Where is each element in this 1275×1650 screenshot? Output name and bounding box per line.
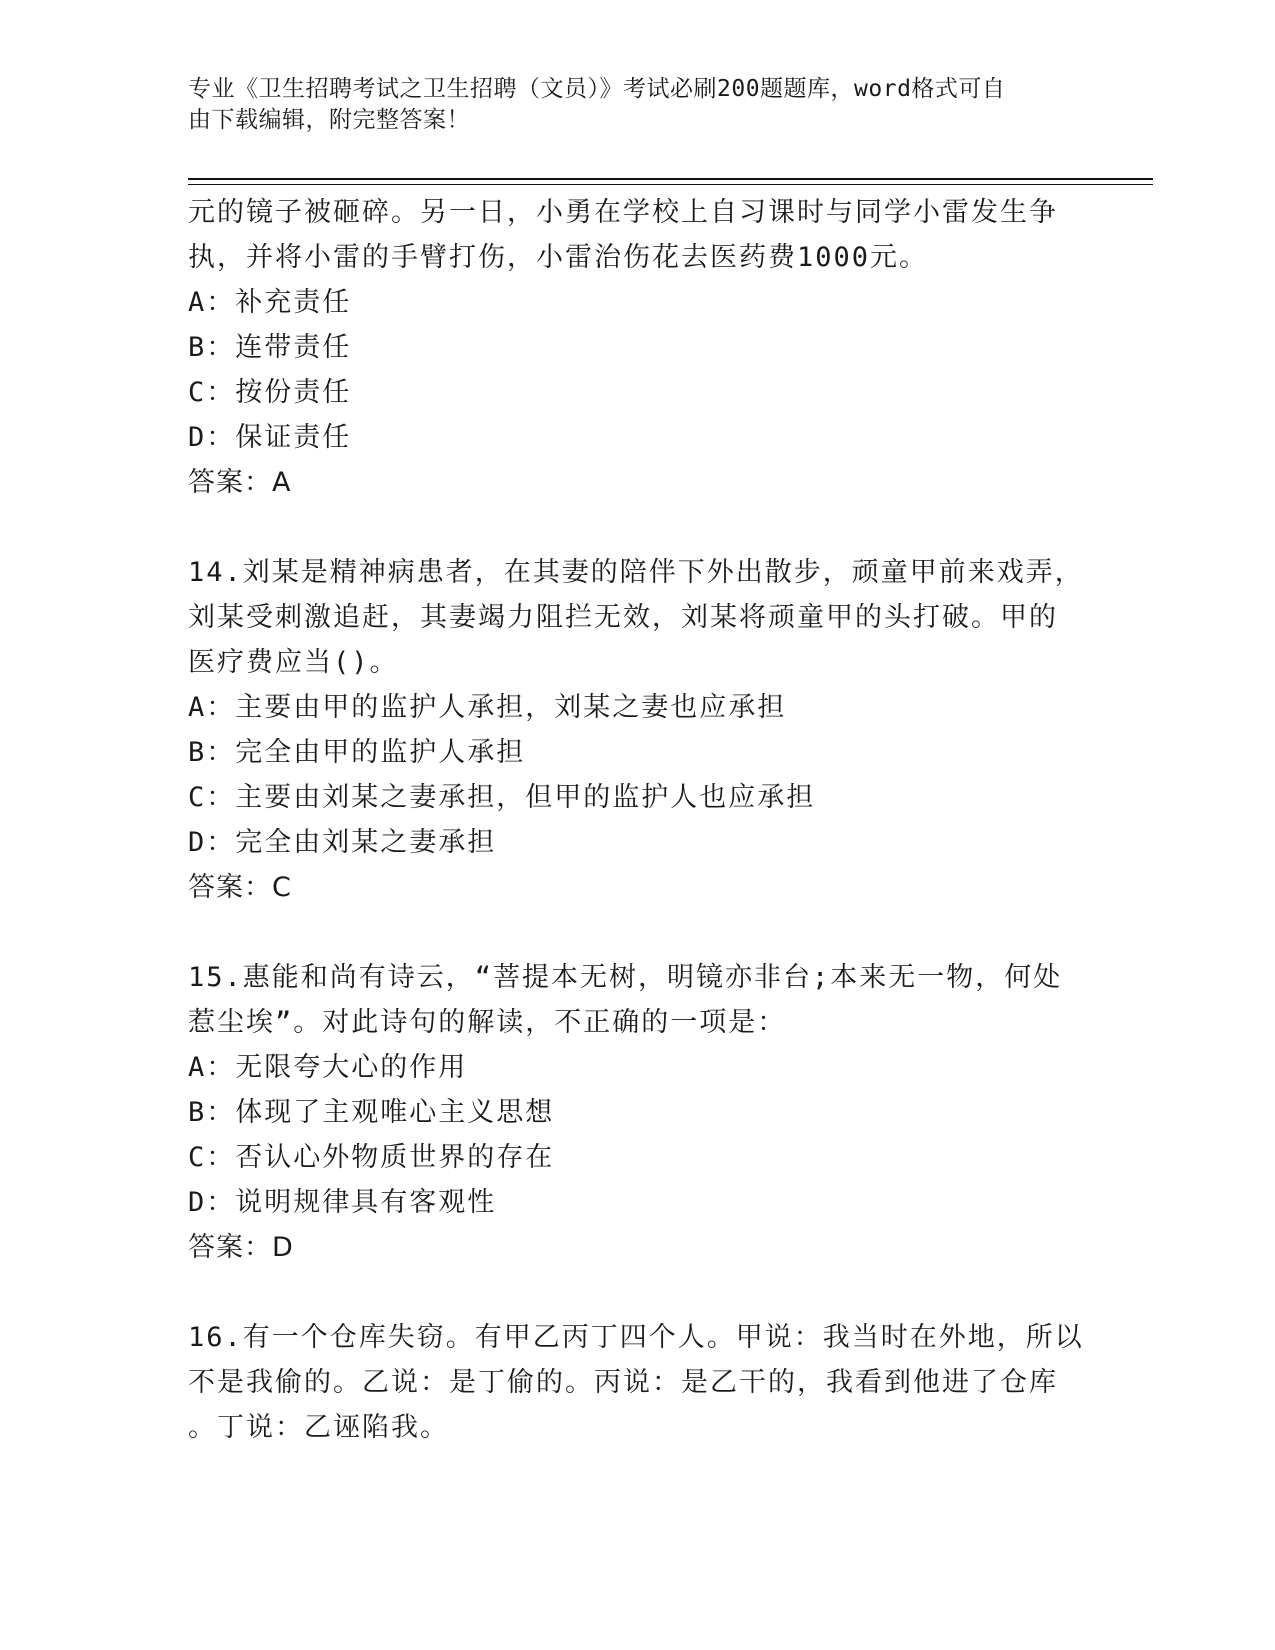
question-15 [188, 955, 1068, 1270]
spacer [188, 1270, 1068, 1315]
answer-label: 答案：C [188, 872, 292, 903]
question-stem-line: 医疗费应当()。 [188, 647, 399, 678]
question-stem-line: 执，并将小雷的手臂打伤，小雷治伤花去医药费1000元。 [188, 242, 929, 273]
question-stem-line: 刘某受刺激追赶，其妻竭力阻拦无效，刘某将顽童甲的头打破。甲的 [188, 602, 1058, 633]
header-line-2: 由下载编辑，附完整答案！ [188, 107, 470, 133]
spacer [188, 505, 1068, 550]
question-16 [188, 1315, 1084, 1450]
question-stem-line: 16.有一个仓库失窃。有甲乙丙丁四个人。甲说：我当时在外地，所以 [188, 1322, 1084, 1353]
option-c: C：主要由刘某之妻承担，但甲的监护人也应承担 [188, 782, 816, 813]
question-stem-line: 14.刘某是精神病患者，在其妻的陪伴下外出散步，顽童甲前来戏弄， [188, 557, 1084, 588]
document-header [188, 74, 1068, 136]
option-b: B：完全由甲的监护人承担 [188, 737, 526, 768]
header-rule-thick [188, 178, 1153, 180]
question-13 [188, 190, 1068, 505]
question-14 [188, 550, 1084, 910]
spacer [188, 910, 1068, 955]
option-c: C：按份责任 [188, 377, 352, 408]
option-b: B：体现了主观唯心主义思想 [188, 1097, 555, 1128]
question-stem-line: 15.惠能和尚有诗云，“菩提本无树，明镜亦非台;本来无一物，何处 [188, 962, 1063, 993]
option-d: D：保证责任 [188, 422, 352, 453]
question-list [188, 190, 1084, 1450]
question-stem-line: 不是我偷的。乙说：是丁偷的。丙说：是乙干的，我看到他进了仓库 [188, 1367, 1058, 1398]
option-a: A：主要由甲的监护人承担，刘某之妻也应承担 [188, 692, 787, 723]
question-stem-line: 惹尘埃”。对此诗句的解读，不正确的一项是： [188, 1007, 787, 1038]
option-d: D：完全由刘某之妻承担 [188, 827, 497, 858]
option-a: A：补充责任 [188, 287, 352, 318]
question-stem-line: 。丁说：乙诬陷我。 [188, 1412, 449, 1443]
answer-label: 答案：D [188, 1232, 294, 1263]
option-b: B：连带责任 [188, 332, 352, 363]
header-line-1: 专业《卫生招聘考试之卫生招聘（文员）》考试必刷200题题库，word格式可自 [188, 76, 1006, 102]
answer-label: 答案：A [188, 467, 292, 498]
question-stem-line: 元的镜子被砸碎。另一日，小勇在学校上自习课时与同学小雷发生争 [188, 197, 1058, 228]
option-c: C：否认心外物质世界的存在 [188, 1142, 555, 1173]
option-a: A：无限夸大心的作用 [188, 1052, 468, 1083]
option-d: D：说明规律具有客观性 [188, 1187, 497, 1218]
header-rule-thin [188, 184, 1153, 185]
